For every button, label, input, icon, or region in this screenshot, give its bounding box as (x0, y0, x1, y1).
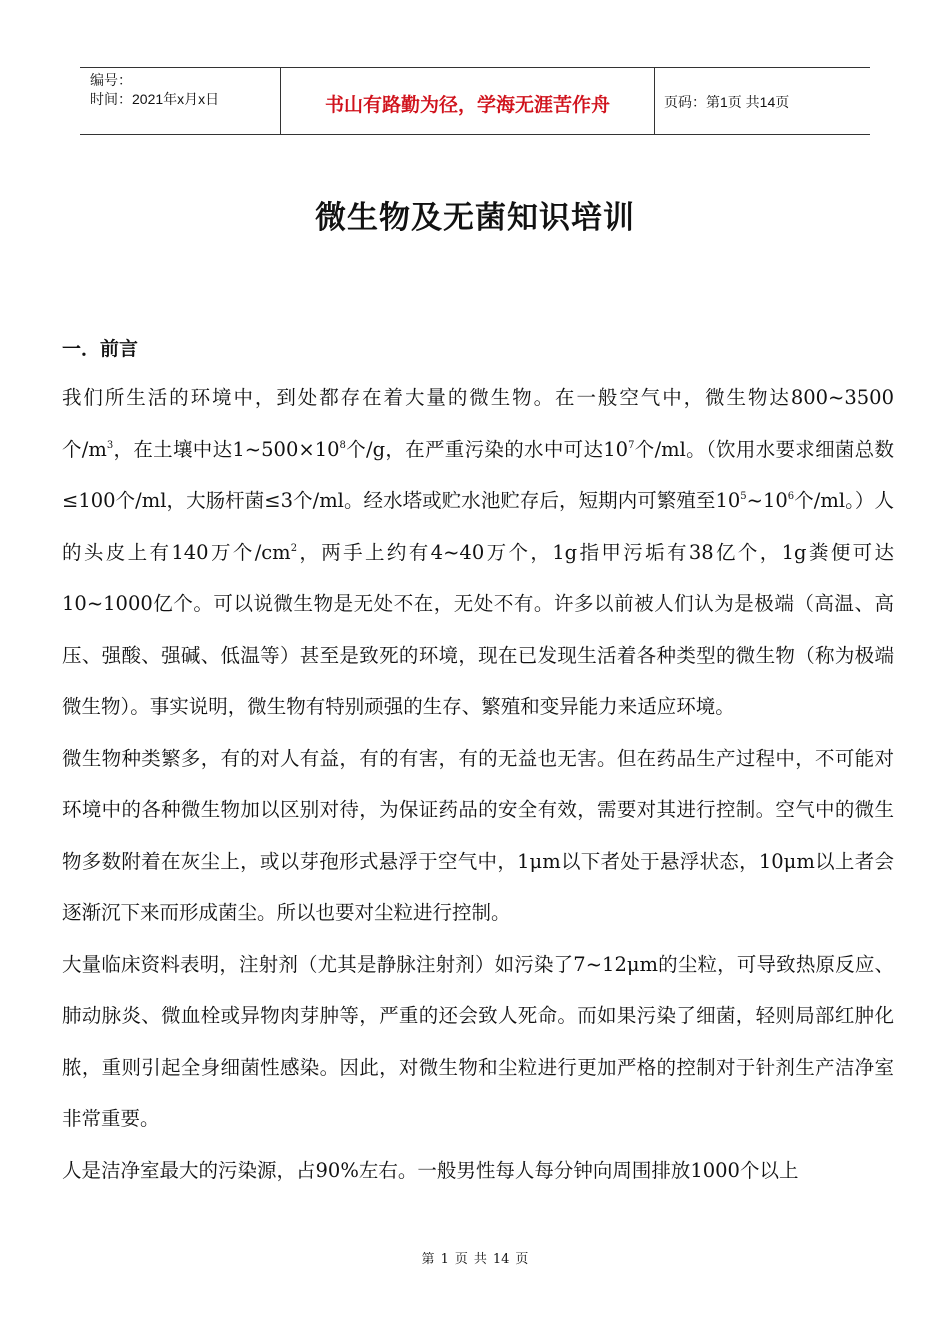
body-text (62, 372, 894, 1196)
p1-text-c: 个/g，在严重污染的水中可达10 (345, 437, 629, 461)
p1-text-a: 我们所生活的环境中，到处都存在着大量的微生物。在一般空气中，微生物达800~3500个/m (62, 386, 894, 461)
p1-sup-e: 6 (787, 491, 795, 502)
p1-sup-c: 7 (628, 439, 635, 451)
footer-total-pages: 14 (492, 1252, 510, 1267)
p1-sup-a: 3 (106, 439, 114, 451)
paragraph-1 (62, 372, 894, 733)
paragraph-4: 人是洁净室最大的污染源，占90%左右。一般男性每人每分钟向周围排放1000个以上 (62, 1158, 799, 1182)
time-label: 时间：2021年x月x日 (90, 91, 220, 107)
paragraph-2: 微生物种类繁多，有的对人有益，有的有害，有的无益也无害。但在药品生产过程中，不可能对环境中的各种微生物加以区别对待，为保证药品的安全有效，需要对其进行控制。空气中的微生物多数附着在灰尘上，或以芽孢形式悬浮于空气中，1μm以下者处于悬浮状态，10μm以上者会逐渐沉下来而形成菌尘。所以也要对尘粒进行控制。 (62, 746, 894, 924)
footer-gong: 共 (473, 1252, 487, 1267)
p1-sup-d: 5 (740, 491, 747, 502)
footer-ye: 页 (454, 1252, 468, 1267)
p1-text-g: ，两手上约有4~40万个，1g指甲污垢有38亿个，1g粪便可达10~1000亿个。可以说微生物是无处不在，无处不有。许多以前被人们认为是极端（高温、高压、强酸、强碱、低温等）甚至是致死的环境，现在已发现生活着各种类型的微生物（称为极端微生物）。事实说明，微生物有特别顽强的生存、繁殖和变异能力来适应环境。 (62, 540, 895, 718)
p1-text-e: ~10 (746, 489, 788, 512)
p1-text-f: 个/ml。）人的头皮上有140万个/cm (62, 489, 894, 564)
p1-sup-b: 8 (339, 439, 346, 451)
serial-label: 编号： (90, 72, 132, 88)
document-header (80, 67, 870, 135)
p1-text-d: 个/ml。（饮用水要求细菌总数≤100个/ml，大肠杆菌≤3个/ml。经水塔或贮水池贮存后，短期内可繁殖至10 (62, 437, 894, 512)
document-title: 微生物及无菌知识培训 (315, 200, 635, 236)
header-meta (80, 68, 281, 134)
footer-page-number: 1 (440, 1252, 449, 1267)
header-motto: 书山有路勤为径，学海无涯苦作舟 (281, 68, 655, 134)
section-heading-preface: 一．前言 (62, 338, 139, 360)
p1-text-b: ，在土壤中达1~500×10 (113, 437, 340, 461)
header-page-info: 页码：第1页 共14页 (664, 94, 790, 110)
paragraph-3: 大量临床资料表明，注射剂（尤其是静脉注射剂）如污染了7~12μm的尘粒，可导致热原反应、肺动脉炎、微血栓或异物肉芽肿等，严重的还会致人死命。而如果污染了细菌，轻则局部红肿化脓，重则引起全身细菌性感染。因此，对微生物和尘粒进行更加严格的控制对于针剂生产洁净室非常重要。 (62, 952, 894, 1130)
page-footer (0, 1248, 950, 1267)
p1-sup-f: 2 (290, 542, 298, 554)
footer-ye-end: 页 (515, 1252, 529, 1267)
footer-di: 第 (421, 1252, 435, 1267)
